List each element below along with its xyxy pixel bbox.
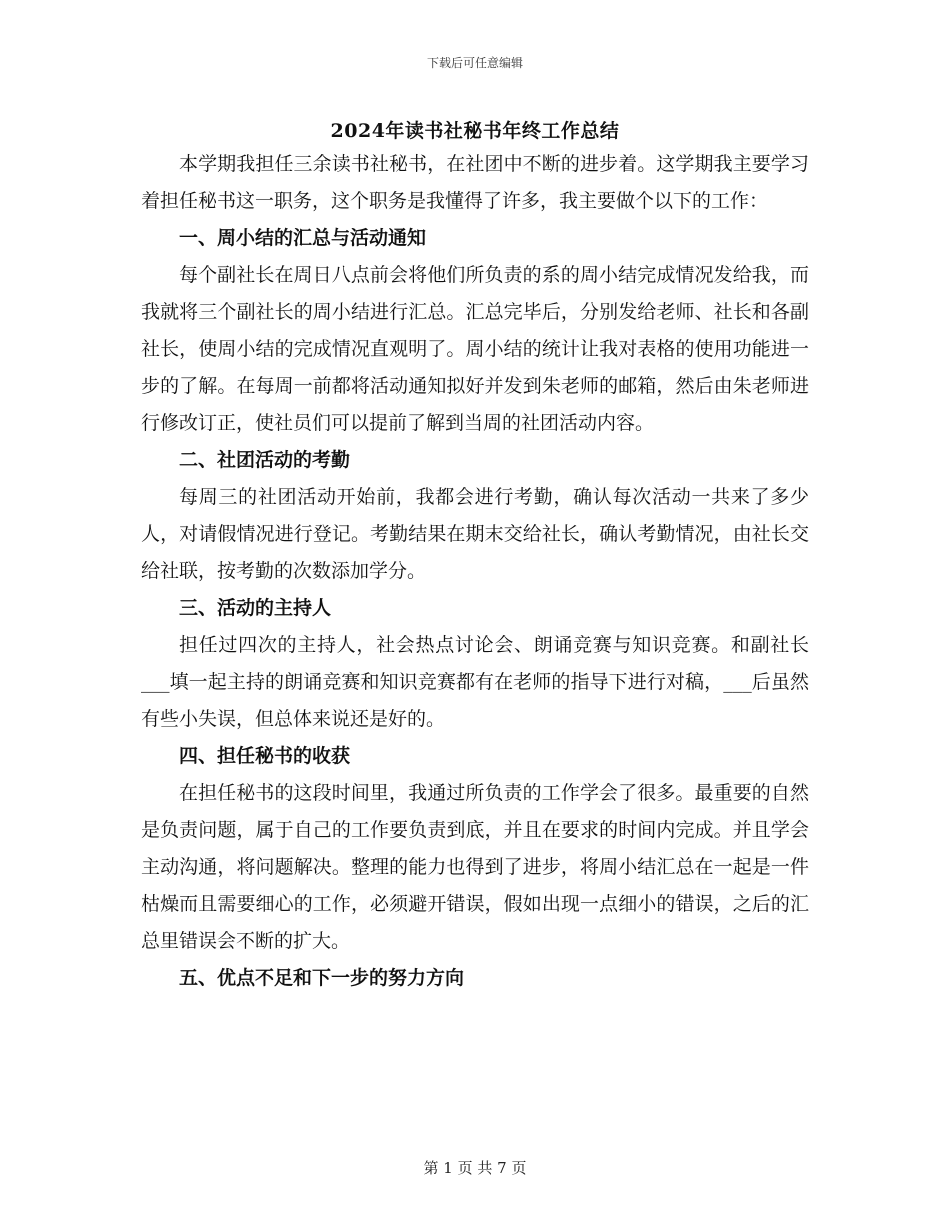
section-heading-4: 四、担任秘书的收获 — [179, 745, 351, 767]
intro-paragraph: 本学期我担任三余读书社秘书，在社团中不断的进步着。这学期我主要学习着担任秘书这一职务，这个职务是我懂得了许多，我主要做个以下的工作： — [141, 153, 809, 212]
section-heading-3: 三、活动的主持人 — [179, 597, 332, 619]
section-body-2: 每周三的社团活动开始前，我都会进行考勤，确认每次活动一共来了多少人，对请假情况进行登记。考勤结果在期末交给社长，确认考勤情况，由社长交给社联，按考勤的次数添加学分。 — [141, 486, 809, 582]
section-heading-1: 一、周小结的汇总与活动通知 — [179, 227, 427, 249]
section-heading-5: 五、优点不足和下一步的努力方向 — [179, 967, 465, 989]
section-heading-2: 二、社团活动的考勤 — [179, 449, 351, 471]
section-body-3: 担任过四次的主持人，社会热点讨论会、朗诵竞赛与知识竞赛。和副社长___填一起主持的朗诵竞赛和知识竞赛都有在老师的指导下进行对稿，___后虽然有些小失误，但总体来说还是好的。 — [141, 634, 809, 730]
document-body — [141, 146, 809, 997]
document-title: 2024年读书社秘书年终工作总结 — [330, 120, 620, 142]
section-body-1: 每个副社长在周日八点前会将他们所负责的系的周小结完成情况发给我，而我就将三个副社长的周小结进行汇总。汇总完毕后，分别发给老师、社长和各副社长，使周小结的完成情况直观明了。周小结的统计让我对表格的使用功能进一步的了解。在每周一前都将活动通知拟好并发到朱老师的邮箱，然后由朱老师进行修改订正，使社员们可以提前了解到当周的社团活动内容。 — [141, 264, 809, 434]
page-number: 第 1 页 共 7 页 — [423, 1159, 527, 1177]
section-body-4: 在担任秘书的这段时间里，我通过所负责的工作学会了很多。最重要的自然是负责问题，属于自己的工作要负责到底，并且在要求的时间内完成。并且学会主动沟通，将问题解决。整理的能力也得到了进步，将周小结汇总在一起是一件枯燥而且需要细心的工作，必须避开错误，假如出现一点细小的错误，之后的汇总里错误会不断的扩大。 — [141, 782, 809, 952]
header-note: 下载后可任意编辑 — [426, 56, 523, 70]
